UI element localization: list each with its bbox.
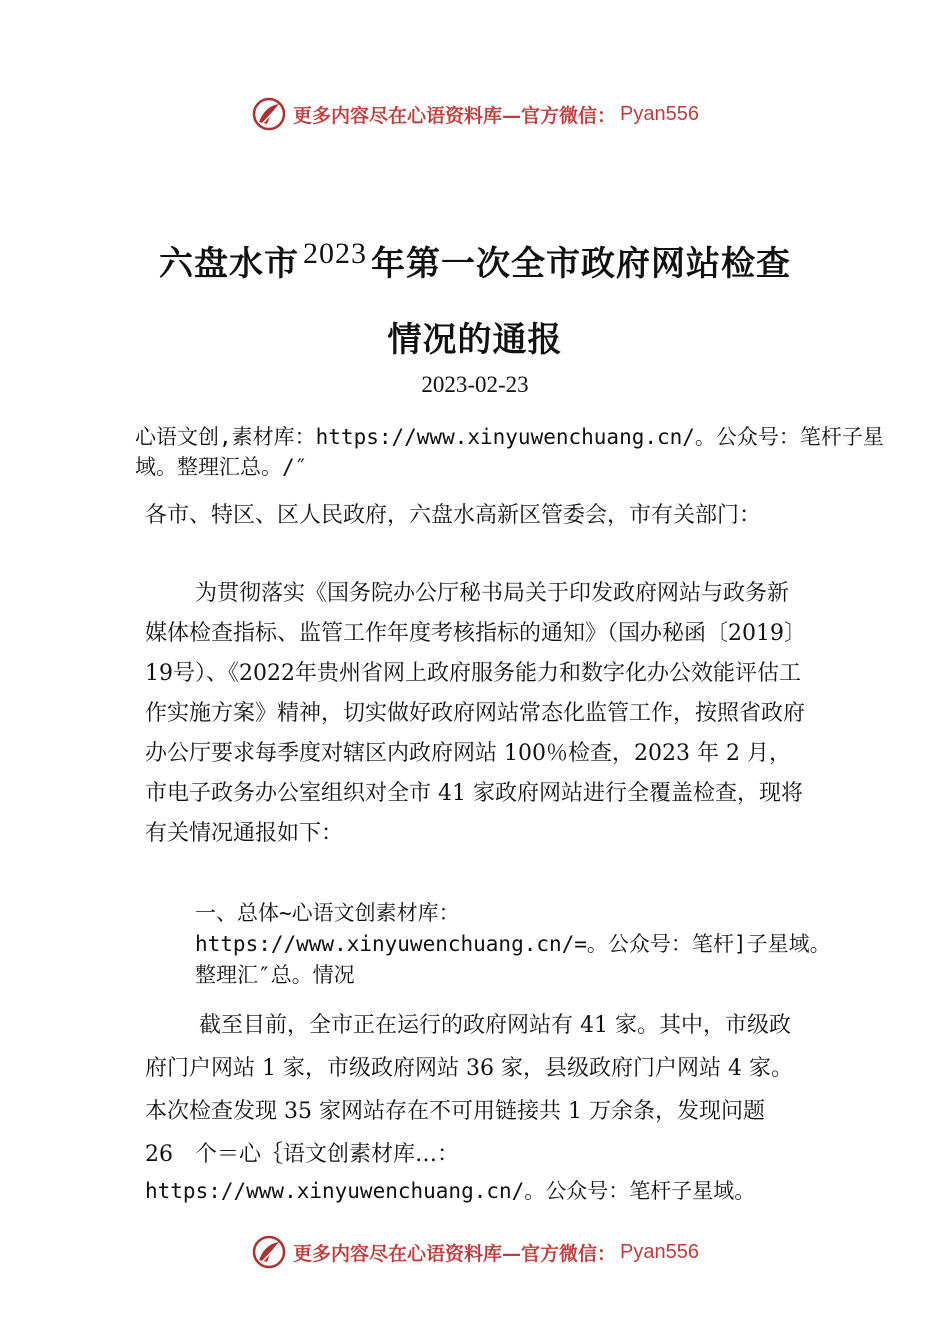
- salutation: 各市、特区、区人民政府，六盘水高新区管委会，市有关部门：: [145, 503, 762, 528]
- logo-icon: [251, 1234, 287, 1270]
- title-part2: 年第一次全市政府网站检查: [371, 244, 791, 284]
- paragraph-status-tail: https://www.xinyuwenchuang.cn/。公众号：笔杆子星域。: [145, 1179, 756, 1203]
- section-heading: 一、总体~心语文创素材库：https://www.xinyuwenchuang.cn/=。公众号：笔杆]子星域。整理汇″总。情况: [195, 901, 831, 987]
- title-year: 2023: [303, 237, 367, 270]
- banner-text: 更多内容尽在心语资料库—官方微信：: [293, 104, 617, 127]
- logo-icon: [251, 96, 287, 132]
- banner-wechat-id: Pyan556: [620, 1240, 699, 1263]
- paragraph-status: 截至目前，全市正在运行的政府网站有 41 家。其中，市级政府门户网站 1 家，市级政府网站 36 家，县级政府门户网站 4 家。本次检查发现 35 家网站存在不可用链接共 1 万余条，发现问题 26 个＝心｛语文创素材库…：: [145, 1013, 793, 1167]
- document-date: 2023-02-23: [421, 372, 529, 397]
- paragraph-main: 为贯彻落实《国务院办公厅秘书局关于印发政府网站与政务新媒体检查指标、监管工作年度考核指标的通知》（国办秘函〔2019〕19号）、《2022年贵州省网上政府服务能力和数字化办公效能评估工作实施方案》精神，切实做好政府网站常态化监管工作，按照省政府办公厅要求每季度对辖区内政府网站 100％检查，2023 年 2 月，市电子政务办公室组织对全市 41 家政府网站进行全覆盖检查，现将有关情况通报如下：: [145, 581, 806, 846]
- title-part1: 六盘水市: [159, 244, 299, 284]
- banner-wechat-id: Pyan556: [620, 102, 699, 125]
- document-title-line2: 情况的通报: [387, 320, 563, 360]
- footer-watermark-banner: [0, 1230, 950, 1274]
- document-title-line1: [0, 236, 950, 285]
- banner-text: 更多内容尽在心语资料库—官方微信：: [293, 1242, 617, 1265]
- source-note: 心语文创,素材库：https://www.xinyuwenchuang.cn/。公众号：笔杆子星域。整理汇总。/″: [135, 425, 884, 479]
- header-watermark-banner: [0, 92, 950, 136]
